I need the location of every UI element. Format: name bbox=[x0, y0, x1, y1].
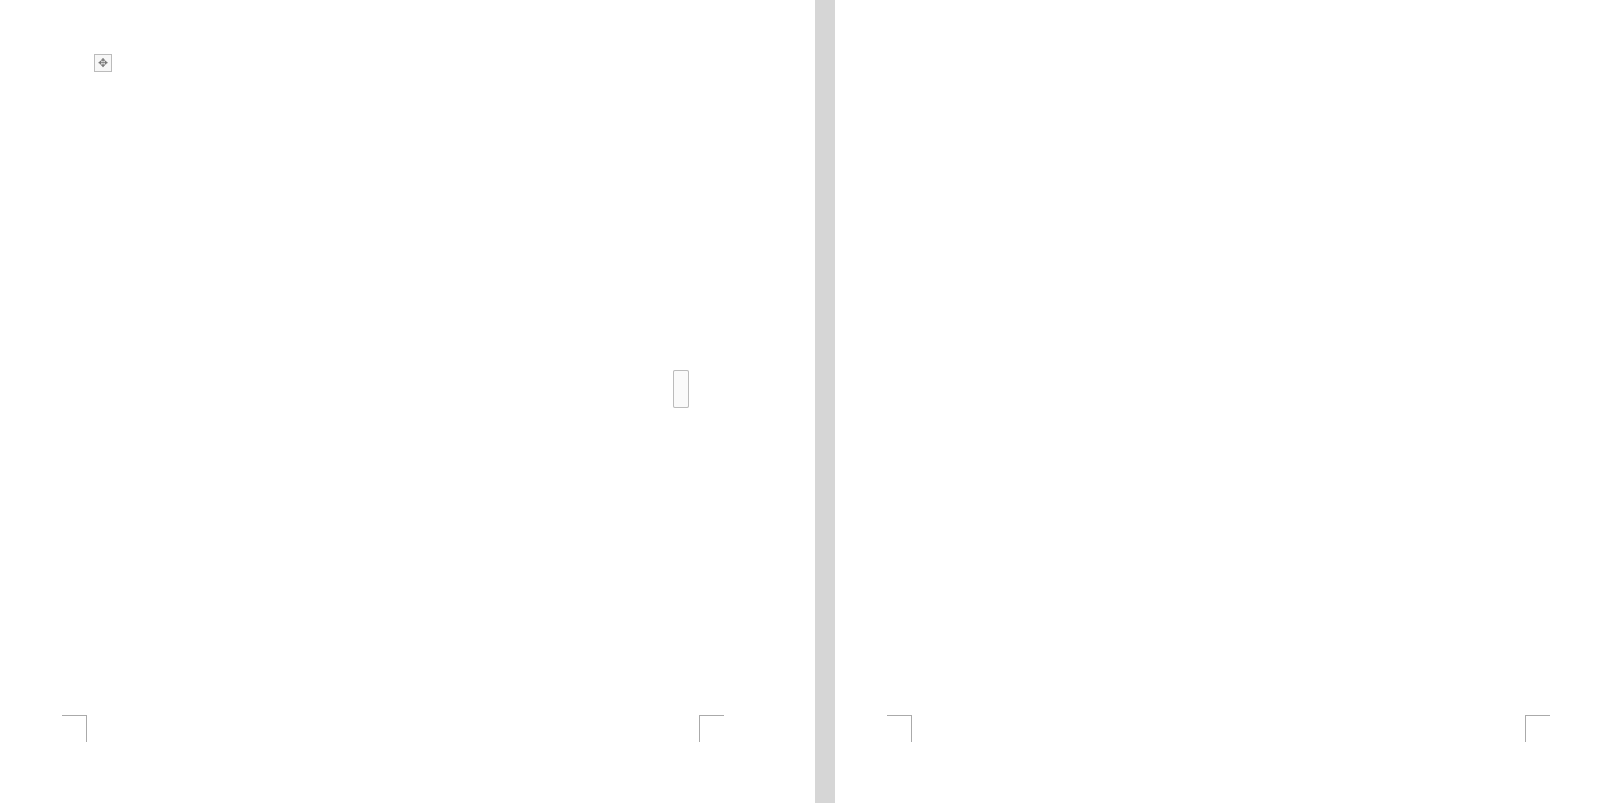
page-gutter bbox=[815, 0, 835, 803]
margin-mark-bottom-right bbox=[1525, 715, 1550, 742]
document-page-13 bbox=[835, 0, 1606, 803]
add-row-handle-icon[interactable] bbox=[673, 370, 689, 408]
table-move-handle-icon[interactable]: ✥ bbox=[94, 54, 112, 72]
table-4-4-evaluation bbox=[113, 74, 672, 111]
margin-mark-bottom-right bbox=[699, 715, 724, 742]
margin-mark-bottom-left bbox=[62, 715, 87, 742]
margin-mark-bottom-left bbox=[887, 715, 912, 742]
table-4-6-announcement bbox=[938, 432, 1497, 469]
